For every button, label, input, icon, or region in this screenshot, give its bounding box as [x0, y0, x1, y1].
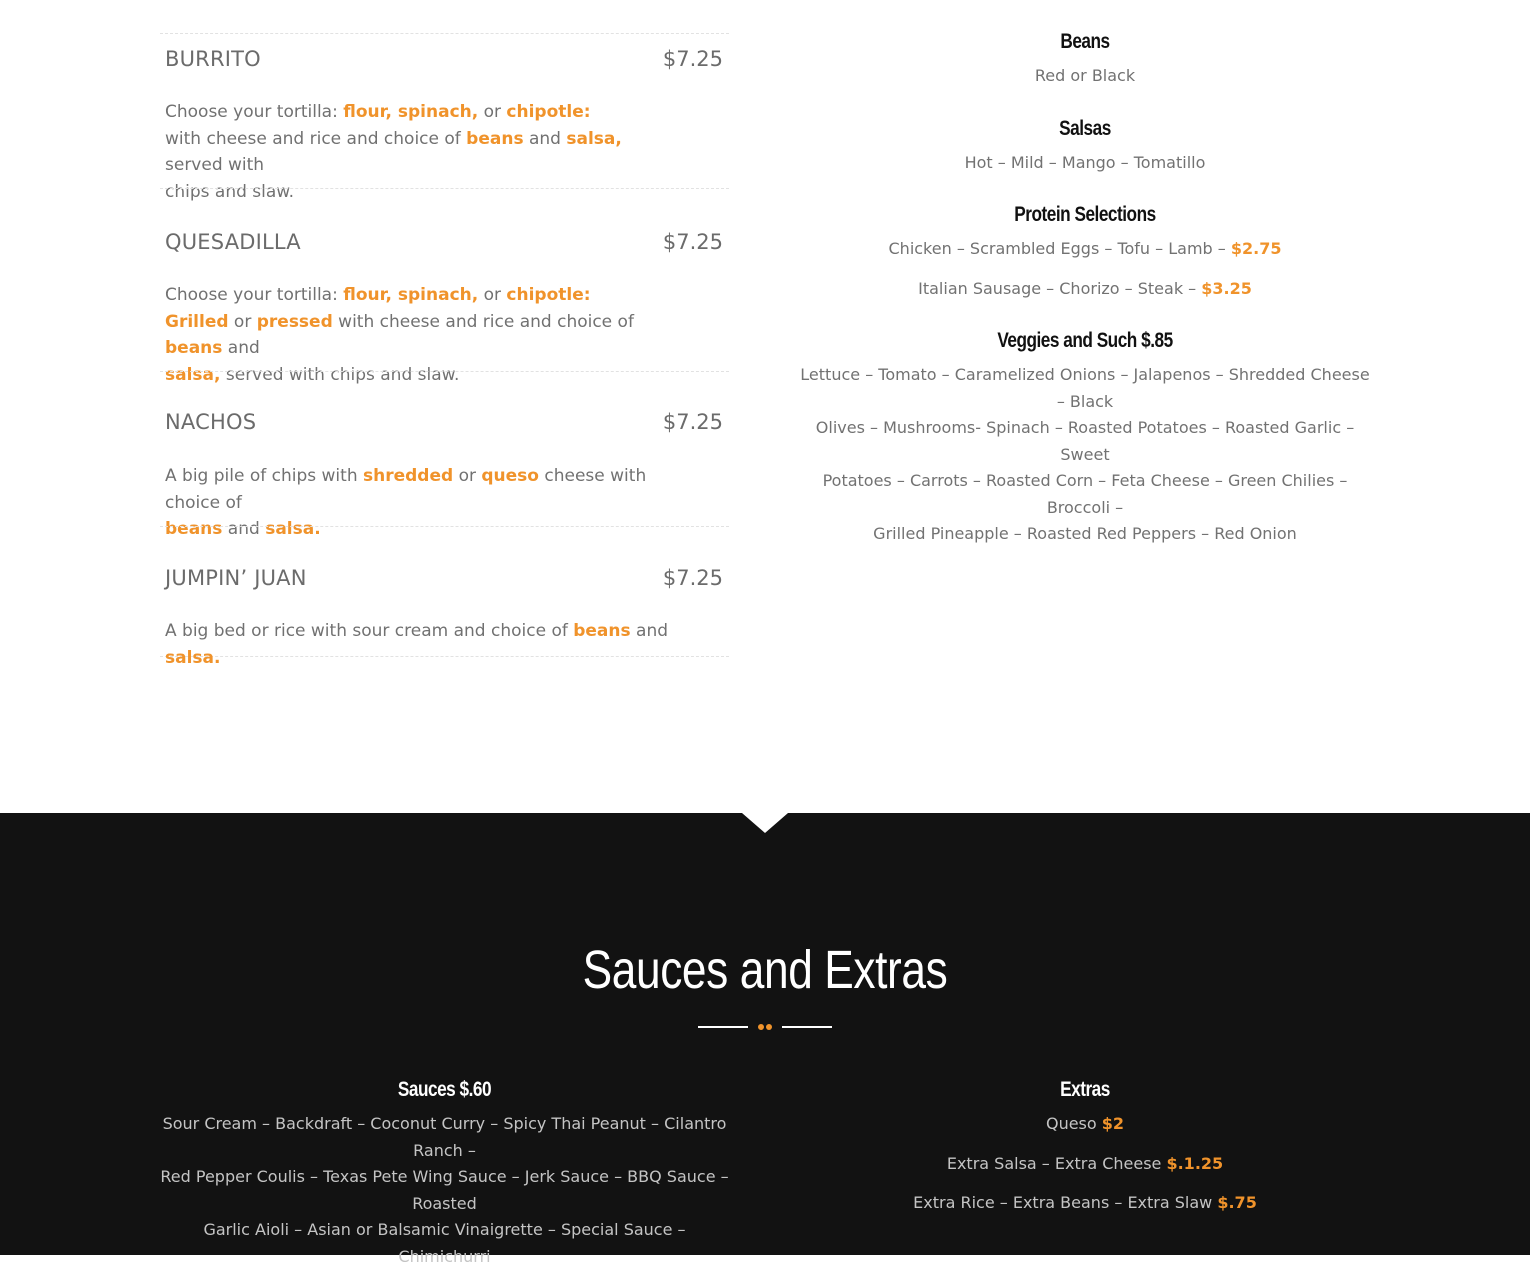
highlight-text: chipotle: [506, 285, 591, 305]
veggies-section [800, 329, 1370, 548]
text-line [160, 1164, 729, 1217]
text-span: Garlic Aioli – Asian or Balsamic Vinaigrette – Special Sauce – Chimichurri [203, 1220, 686, 1266]
divider-line [782, 1026, 832, 1028]
text-line [800, 468, 1370, 521]
highlight-text: Grilled [165, 311, 229, 332]
text-line [800, 150, 1370, 177]
text-span: and [222, 519, 266, 539]
highlight-text: beans [165, 338, 223, 358]
protein-section [800, 203, 1370, 302]
item-name: QUESADILLA [165, 230, 301, 254]
heading-divider [698, 1023, 832, 1033]
text-span: Queso [1045, 1114, 1102, 1133]
text-span: Potatoes – Carrots – Roasted Corn – Feta Cheese – Green Chilies – Broccoli – [822, 471, 1348, 517]
item-name: BURRITO [165, 47, 261, 71]
highlight-text: beans [165, 519, 223, 539]
highlight-text: $.75 [1217, 1193, 1257, 1212]
text-span: or [478, 285, 507, 305]
item-description [165, 618, 725, 671]
item-name: NACHOS [165, 410, 257, 434]
text-span: or [478, 102, 507, 122]
highlight-text: $3.25 [1201, 278, 1252, 298]
section-text [160, 1111, 729, 1270]
description-line [165, 618, 725, 671]
divider-dot [766, 1024, 772, 1030]
text-line [800, 521, 1370, 548]
text-span: Red Pepper Coulis – Texas Pete Wing Sauce – Jerk Sauce – BBQ Sauce – Roasted [160, 1167, 729, 1213]
section-text [800, 63, 1370, 90]
menu-item-burrito [160, 33, 729, 202]
highlight-text: chipotle: [506, 102, 591, 122]
highlight-text: flour, spinach, [343, 102, 479, 122]
text-span: Red or Black [1034, 66, 1136, 85]
description-line [165, 463, 665, 516]
section-text [800, 1111, 1370, 1217]
divider-dot [758, 1024, 764, 1030]
text-span: A big pile of chips with [165, 466, 363, 486]
text-line [800, 1151, 1370, 1178]
section-text [800, 150, 1370, 177]
menu-item-quesadilla [160, 188, 729, 385]
text-span: chips and slaw. [165, 181, 295, 202]
text-span: and [222, 338, 260, 358]
highlight-text: beans [573, 621, 631, 641]
item-name: JUMPIN’ JUAN [165, 566, 307, 590]
text-span: Olives – Mushrooms- Spinach – Roasted Potatoes – Roasted Garlic – Sweet [815, 418, 1355, 464]
section-text [800, 362, 1370, 548]
text-line [800, 276, 1370, 303]
text-span: Sour Cream – Backdraft – Coconut Curry – Spicy Thai Peanut – Cilantro Ranch – [162, 1114, 727, 1160]
sauces-extras-section [0, 813, 1530, 1266]
highlight-text: $2 [1101, 1114, 1125, 1133]
text-span: with cheese and rice and choice of [165, 128, 467, 149]
beans-section [800, 30, 1370, 90]
text-line [800, 63, 1370, 90]
text-span: Lettuce – Tomato – Caramelized Onions – Jalapenos – Shredded Cheese – Black [800, 365, 1370, 411]
item-price: $7.25 [662, 410, 723, 434]
item-price: $7.25 [662, 230, 723, 254]
text-span: Choose your tortilla: [165, 102, 344, 122]
text-span: Chicken – Scrambled Eggs – Tofu – Lamb – [888, 239, 1231, 258]
item-price: $7.25 [662, 47, 723, 71]
section-heading: Sauces and Extras [582, 940, 948, 1000]
text-span: Grilled Pineapple – Roasted Red Peppers – Red Onion [873, 524, 1297, 543]
text-line [160, 1217, 729, 1270]
text-span: or [453, 466, 482, 486]
text-span: served with chips and slaw. [220, 364, 460, 385]
highlight-text: flour, spinach, [343, 285, 479, 305]
text-span: cheese with choice of [165, 466, 647, 513]
description-line [165, 309, 665, 362]
highlight-text: $.1.25 [1166, 1153, 1224, 1173]
item-price: $7.25 [662, 566, 723, 590]
salsas-section [800, 117, 1370, 177]
text-span: Italian Sausage – Chorizo – Steak – [918, 278, 1202, 298]
section-title: Veggies and Such $.85 [997, 329, 1173, 352]
text-span: with cheese and rice and choice of [332, 311, 634, 332]
highlight-text: pressed [256, 311, 333, 332]
text-span: and [523, 128, 567, 149]
section-text [800, 236, 1370, 302]
text-span: Extra Rice – Extra Beans – Extra Slaw [913, 1193, 1218, 1212]
text-line [160, 1111, 729, 1164]
highlight-text: salsa, [165, 364, 221, 385]
text-span: Hot – Mild – Mango – Tomatillo [964, 152, 1206, 172]
menu-item-nachos [160, 371, 729, 539]
description-line [165, 282, 665, 309]
highlight-text: $2.75 [1230, 239, 1282, 258]
add-ons-column [800, 30, 1370, 548]
text-line [800, 1111, 1370, 1138]
extras-column [800, 1078, 1370, 1217]
text-span: served with [165, 155, 265, 175]
text-line [800, 1190, 1370, 1217]
section-title: Beans [1060, 30, 1110, 53]
section-title: Extras [1060, 1078, 1110, 1101]
menu-list [160, 33, 729, 668]
section-title: Sauces $.60 [397, 1078, 492, 1101]
highlight-text: salsa. [165, 647, 221, 668]
highlight-text: shredded [363, 466, 454, 486]
highlight-text: beans [466, 128, 524, 149]
text-span: and [630, 621, 669, 641]
text-span: A big bed or rice with sour cream and choice of [165, 621, 574, 641]
description-line [165, 99, 665, 126]
divider-line [698, 1026, 748, 1028]
sauces-column [160, 1078, 729, 1270]
section-notch [742, 813, 788, 833]
text-span: Choose your tortilla: [165, 285, 344, 305]
text-line [800, 415, 1370, 468]
text-span: Extra Salsa – Extra Cheese [946, 1153, 1167, 1173]
section-title: Protein Selections [1014, 203, 1156, 226]
text-span: or [228, 311, 257, 332]
highlight-text: salsa. [265, 519, 321, 539]
highlight-text: salsa, [566, 128, 622, 149]
text-line [800, 362, 1370, 415]
highlight-text: queso [481, 466, 539, 486]
menu-item-jumpin-juan [160, 526, 729, 668]
section-title: Salsas [1059, 116, 1111, 140]
text-line [800, 236, 1370, 263]
description-line [165, 126, 665, 179]
